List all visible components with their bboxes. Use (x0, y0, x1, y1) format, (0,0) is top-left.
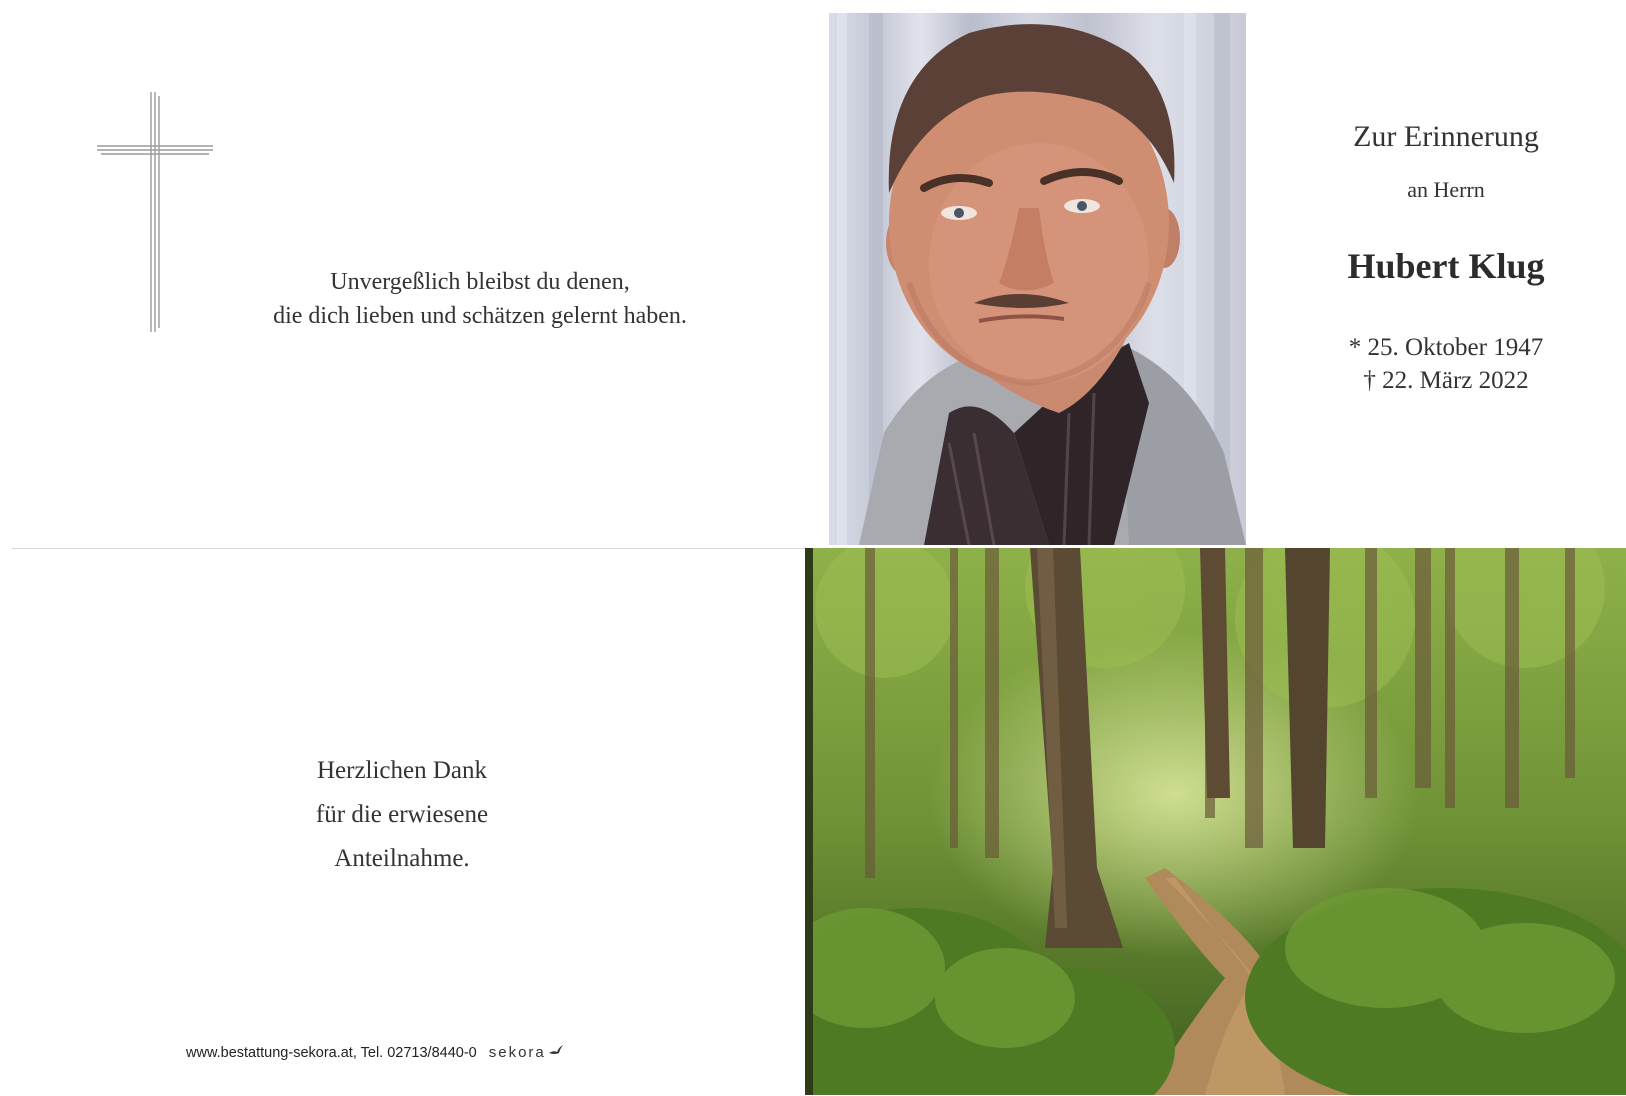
thanks-message (252, 749, 552, 881)
portrait-photo (829, 13, 1246, 545)
funeral-home-footer (186, 1044, 646, 1061)
thanks-line: Anteilnahme. (334, 845, 470, 872)
memorial-subheading: an Herrn (1407, 177, 1485, 202)
card-inside-left (0, 0, 800, 545)
memorial-verse (220, 265, 740, 333)
memorial-card-text (1246, 0, 1626, 545)
thanks-line: Herzlichen Dank (316, 757, 488, 784)
deceased-name: Hubert Klug (1347, 246, 1545, 286)
forest-illustration (805, 548, 1626, 1095)
card-back-left (12, 548, 805, 1096)
brand-name: sekora (488, 1044, 546, 1061)
verse-line: die dich lieben und schätzen gelernt haben. (273, 303, 687, 329)
portrait-illustration (829, 13, 1246, 545)
death-date: † 22. März 2022 (1363, 367, 1529, 394)
thanks-line: für die erwiesene (315, 801, 489, 828)
bird-icon (548, 1044, 564, 1056)
forest-path-photo (805, 548, 1626, 1095)
birth-date: * 25. Oktober 1947 (1348, 334, 1544, 361)
memorial-heading: Zur Erinnerung (1353, 120, 1539, 153)
cross-icon (95, 92, 215, 332)
verse-line: Unvergeßlich bleibst du denen, (330, 269, 630, 295)
footer-contact: www.bestattung-sekora.at, Tel. 02713/8440-0 (186, 1044, 477, 1061)
funeral-home-logo (489, 1044, 564, 1061)
